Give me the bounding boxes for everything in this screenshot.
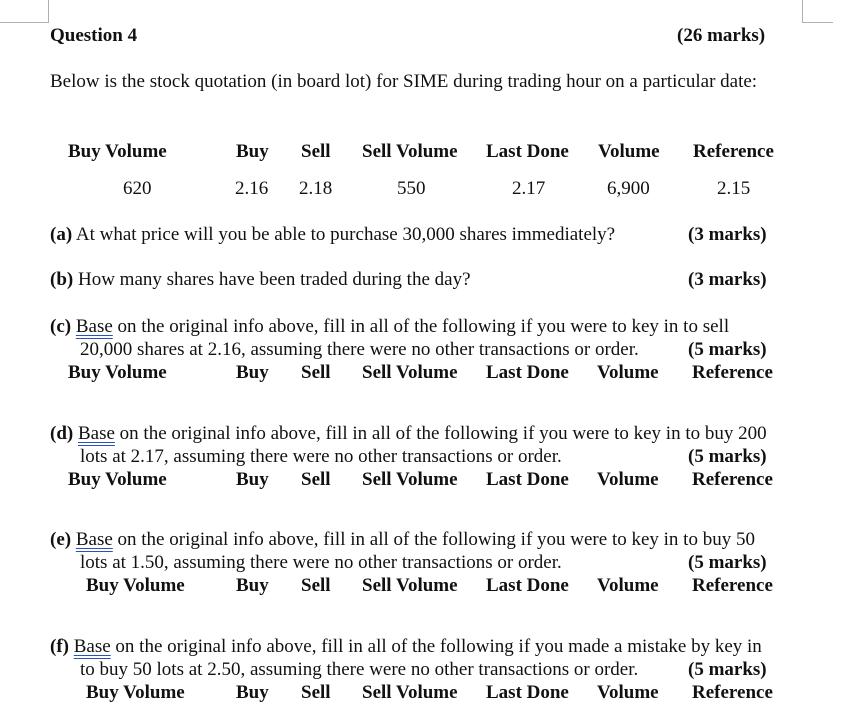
part-f-header-buy: Buy [236,682,269,703]
part-a-text: At what price will you be able to purchase 30,000 shares immediately? [75,224,616,245]
part-d-header-last-done: Last Done [486,469,569,490]
value-buy-volume: 620 [123,178,152,199]
part-f-line1 [50,636,762,658]
part-f-header-reference: Reference [692,682,773,703]
part-f-marks: (5 marks) [688,659,767,680]
part-c-header-sell-volume: Sell Volume [362,362,458,383]
part-b-marks: (3 marks) [688,269,767,290]
part-d-label: (d) [50,423,74,444]
part-e-header-buy-volume: Buy Volume [86,575,185,596]
header-sell: Sell [301,141,331,162]
part-c-marks: (5 marks) [688,339,767,360]
header-volume: Volume [598,141,660,162]
part-b-text: How many shares have been traded during the day? [77,269,471,290]
part-e-line1 [50,529,755,551]
part-a-label: (a) [50,224,73,245]
page-corner-mark-left [0,0,49,23]
part-b-label: (b) [50,269,74,290]
part-e-header-reference: Reference [692,575,773,596]
header-last-done: Last Done [486,141,569,162]
question-marks: (26 marks) [677,25,766,46]
header-buy: Buy [236,141,269,162]
part-c-header-volume: Volume [597,362,659,383]
part-e-header-sell: Sell [301,575,331,596]
part-c-header-last-done: Last Done [486,362,569,383]
part-c-base-word: Base [75,316,113,337]
part-d-header-volume: Volume [597,469,659,490]
part-d-header-buy: Buy [236,469,269,490]
value-buy: 2.16 [235,178,269,199]
part-f-header-sell: Sell [301,682,331,703]
value-last-done: 2.17 [512,178,546,199]
part-e-header-volume: Volume [597,575,659,596]
part-f-header-buy-volume: Buy Volume [86,682,185,703]
question-title: Question 4 [50,25,138,46]
part-e-header-sell-volume: Sell Volume [362,575,458,596]
part-f-text-2: to buy 50 lots at 2.50, assuming there were no other transactions or order. [80,659,639,680]
part-f-header-volume: Volume [597,682,659,703]
part-e-label: (e) [50,529,72,550]
part-e-base-word: Base [75,529,113,550]
part-d-base-word: Base [77,423,115,444]
part-d-marks: (5 marks) [688,446,767,467]
part-d-text-2: lots at 2.17, assuming there were no other transactions or order. [80,446,562,467]
part-c-header-buy-volume: Buy Volume [68,362,167,383]
part-a-marks: (3 marks) [688,224,767,245]
page-corner-mark-right [802,0,833,23]
part-d-header-reference: Reference [692,469,773,490]
header-sell-volume: Sell Volume [362,141,458,162]
value-reference: 2.15 [717,178,751,199]
intro-text: Below is the stock quotation (in board lot) for SIME during trading hour on a particular date: [50,71,758,92]
part-d-text-1: on the original info above, fill in all of the following if you were to key in to buy 200 [119,423,767,444]
value-volume: 6,900 [607,178,650,199]
value-sell: 2.18 [299,178,333,199]
part-a-question [50,224,615,246]
part-f-label: (f) [50,636,69,657]
part-c-label: (c) [50,316,72,337]
header-reference: Reference [693,141,774,162]
part-f-header-last-done: Last Done [486,682,569,703]
part-e-header-buy: Buy [236,575,269,596]
part-e-text-2: lots at 1.50, assuming there were no other transactions or order. [80,552,562,573]
part-c-text-1: on the original info above, fill in all of the following if you were to key in to sell [117,316,730,337]
part-f-base-word: Base [73,636,111,657]
header-buy-volume: Buy Volume [68,141,167,162]
part-d-header-sell: Sell [301,469,331,490]
part-c-line1 [50,316,729,338]
part-c-header-sell: Sell [301,362,331,383]
part-d-header-sell-volume: Sell Volume [362,469,458,490]
part-e-marks: (5 marks) [688,552,767,573]
part-e-header-last-done: Last Done [486,575,569,596]
part-c-header-buy: Buy [236,362,269,383]
part-d-header-buy-volume: Buy Volume [68,469,167,490]
part-e-text-1: on the original info above, fill in all of the following if you were to key in to buy 50 [117,529,755,550]
part-c-header-reference: Reference [692,362,773,383]
part-f-header-sell-volume: Sell Volume [362,682,458,703]
value-sell-volume: 550 [397,178,426,199]
part-b-question [50,269,471,291]
part-c-text-2: 20,000 shares at 2.16, assuming there were no other transactions or order. [80,339,639,360]
part-d-line1 [50,423,767,445]
part-f-text-1: on the original info above, fill in all of the following if you made a mistake by key in [115,636,762,657]
